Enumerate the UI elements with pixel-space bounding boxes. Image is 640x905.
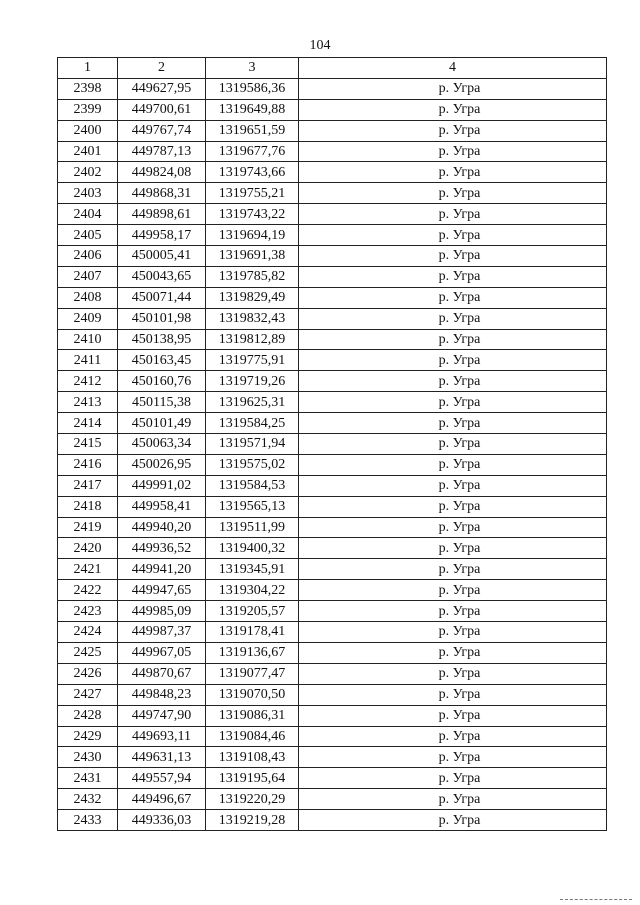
table-row (58, 768, 607, 789)
y-coordinate-cell: 1319219,28 (206, 810, 299, 831)
table-row (58, 475, 607, 496)
point-number-cell: 2416 (58, 454, 118, 475)
table-row (58, 78, 607, 99)
header-col-4: 4 (299, 58, 607, 79)
table-row (58, 434, 607, 455)
table-row (58, 642, 607, 663)
x-coordinate-cell: 449787,13 (118, 141, 206, 162)
river-name-cell: р. Угра (299, 810, 607, 831)
x-coordinate-cell: 449700,61 (118, 99, 206, 120)
x-coordinate-cell: 449941,20 (118, 559, 206, 580)
table-row (58, 246, 607, 267)
river-name-cell: р. Угра (299, 392, 607, 413)
y-coordinate-cell: 1319694,19 (206, 225, 299, 246)
table-row (58, 789, 607, 810)
y-coordinate-cell: 1319136,67 (206, 642, 299, 663)
x-coordinate-cell: 450101,49 (118, 413, 206, 434)
coordinates-table (57, 57, 607, 831)
y-coordinate-cell: 1319584,53 (206, 475, 299, 496)
table-row (58, 684, 607, 705)
x-coordinate-cell: 450138,95 (118, 329, 206, 350)
point-number-cell: 2413 (58, 392, 118, 413)
point-number-cell: 2400 (58, 120, 118, 141)
table-header (58, 58, 607, 79)
table-row (58, 162, 607, 183)
x-coordinate-cell: 449557,94 (118, 768, 206, 789)
point-number-cell: 2422 (58, 580, 118, 601)
point-number-cell: 2409 (58, 308, 118, 329)
table-row (58, 371, 607, 392)
x-coordinate-cell: 449870,67 (118, 663, 206, 684)
x-coordinate-cell: 449985,09 (118, 601, 206, 622)
x-coordinate-cell: 450063,34 (118, 434, 206, 455)
river-name-cell: р. Угра (299, 308, 607, 329)
table-row (58, 810, 607, 831)
point-number-cell: 2405 (58, 225, 118, 246)
point-number-cell: 2411 (58, 350, 118, 371)
point-number-cell: 2421 (58, 559, 118, 580)
point-number-cell: 2415 (58, 434, 118, 455)
river-name-cell: р. Угра (299, 789, 607, 810)
table-row (58, 413, 607, 434)
point-number-cell: 2398 (58, 78, 118, 99)
table-body (58, 78, 607, 830)
table-row (58, 559, 607, 580)
river-name-cell: р. Угра (299, 768, 607, 789)
point-number-cell: 2414 (58, 413, 118, 434)
scan-artifact-line (560, 899, 632, 902)
point-number-cell: 2419 (58, 517, 118, 538)
y-coordinate-cell: 1319195,64 (206, 768, 299, 789)
table-row (58, 308, 607, 329)
river-name-cell: р. Угра (299, 663, 607, 684)
x-coordinate-cell: 449987,37 (118, 622, 206, 643)
y-coordinate-cell: 1319649,88 (206, 99, 299, 120)
table-row (58, 705, 607, 726)
header-col-1: 1 (58, 58, 118, 79)
point-number-cell: 2425 (58, 642, 118, 663)
page-number: 104 (309, 38, 331, 53)
y-coordinate-cell: 1319691,38 (206, 246, 299, 267)
river-name-cell: р. Угра (299, 622, 607, 643)
point-number-cell: 2430 (58, 747, 118, 768)
y-coordinate-cell: 1319345,91 (206, 559, 299, 580)
point-number-cell: 2427 (58, 684, 118, 705)
x-coordinate-cell: 450071,44 (118, 287, 206, 308)
y-coordinate-cell: 1319070,50 (206, 684, 299, 705)
point-number-cell: 2402 (58, 162, 118, 183)
river-name-cell: р. Угра (299, 538, 607, 559)
point-number-cell: 2404 (58, 204, 118, 225)
y-coordinate-cell: 1319651,59 (206, 120, 299, 141)
y-coordinate-cell: 1319400,32 (206, 538, 299, 559)
river-name-cell: р. Угра (299, 496, 607, 517)
x-coordinate-cell: 450043,65 (118, 266, 206, 287)
table-row (58, 204, 607, 225)
table-row (58, 663, 607, 684)
river-name-cell: р. Угра (299, 287, 607, 308)
table-row (58, 99, 607, 120)
point-number-cell: 2403 (58, 183, 118, 204)
river-name-cell: р. Угра (299, 266, 607, 287)
y-coordinate-cell: 1319829,49 (206, 287, 299, 308)
x-coordinate-cell: 449967,05 (118, 642, 206, 663)
river-name-cell: р. Угра (299, 329, 607, 350)
y-coordinate-cell: 1319755,21 (206, 183, 299, 204)
x-coordinate-cell: 449631,13 (118, 747, 206, 768)
point-number-cell: 2417 (58, 475, 118, 496)
table-row (58, 183, 607, 204)
x-coordinate-cell: 449767,74 (118, 120, 206, 141)
table-row (58, 287, 607, 308)
y-coordinate-cell: 1319178,41 (206, 622, 299, 643)
y-coordinate-cell: 1319743,66 (206, 162, 299, 183)
x-coordinate-cell: 450005,41 (118, 246, 206, 267)
river-name-cell: р. Угра (299, 99, 607, 120)
point-number-cell: 2408 (58, 287, 118, 308)
table-row (58, 538, 607, 559)
x-coordinate-cell: 449947,65 (118, 580, 206, 601)
table-row (58, 601, 607, 622)
river-name-cell: р. Угра (299, 141, 607, 162)
x-coordinate-cell: 449496,67 (118, 789, 206, 810)
y-coordinate-cell: 1319625,31 (206, 392, 299, 413)
river-name-cell: р. Угра (299, 78, 607, 99)
river-name-cell: р. Угра (299, 475, 607, 496)
y-coordinate-cell: 1319304,22 (206, 580, 299, 601)
point-number-cell: 2424 (58, 622, 118, 643)
table-row (58, 225, 607, 246)
y-coordinate-cell: 1319785,82 (206, 266, 299, 287)
x-coordinate-cell: 449936,52 (118, 538, 206, 559)
x-coordinate-cell: 449693,11 (118, 726, 206, 747)
river-name-cell: р. Угра (299, 183, 607, 204)
table-row (58, 580, 607, 601)
y-coordinate-cell: 1319812,89 (206, 329, 299, 350)
point-number-cell: 2407 (58, 266, 118, 287)
river-name-cell: р. Угра (299, 434, 607, 455)
y-coordinate-cell: 1319584,25 (206, 413, 299, 434)
point-number-cell: 2426 (58, 663, 118, 684)
river-name-cell: р. Угра (299, 580, 607, 601)
y-coordinate-cell: 1319575,02 (206, 454, 299, 475)
table-row (58, 517, 607, 538)
y-coordinate-cell: 1319832,43 (206, 308, 299, 329)
point-number-cell: 2423 (58, 601, 118, 622)
river-name-cell: р. Угра (299, 454, 607, 475)
y-coordinate-cell: 1319677,76 (206, 141, 299, 162)
table-row (58, 747, 607, 768)
point-number-cell: 2418 (58, 496, 118, 517)
table-row (58, 141, 607, 162)
point-number-cell: 2432 (58, 789, 118, 810)
river-name-cell: р. Угра (299, 559, 607, 580)
point-number-cell: 2431 (58, 768, 118, 789)
river-name-cell: р. Угра (299, 350, 607, 371)
point-number-cell: 2428 (58, 705, 118, 726)
x-coordinate-cell: 449824,08 (118, 162, 206, 183)
point-number-cell: 2406 (58, 246, 118, 267)
table-row (58, 266, 607, 287)
river-name-cell: р. Угра (299, 642, 607, 663)
x-coordinate-cell: 449958,41 (118, 496, 206, 517)
y-coordinate-cell: 1319205,57 (206, 601, 299, 622)
x-coordinate-cell: 449868,31 (118, 183, 206, 204)
point-number-cell: 2412 (58, 371, 118, 392)
river-name-cell: р. Угра (299, 204, 607, 225)
y-coordinate-cell: 1319086,31 (206, 705, 299, 726)
river-name-cell: р. Угра (299, 517, 607, 538)
x-coordinate-cell: 450163,45 (118, 350, 206, 371)
table-row (58, 392, 607, 413)
y-coordinate-cell: 1319743,22 (206, 204, 299, 225)
x-coordinate-cell: 450026,95 (118, 454, 206, 475)
x-coordinate-cell: 449336,03 (118, 810, 206, 831)
river-name-cell: р. Угра (299, 684, 607, 705)
river-name-cell: р. Угра (299, 246, 607, 267)
y-coordinate-cell: 1319108,43 (206, 747, 299, 768)
x-coordinate-cell: 450101,98 (118, 308, 206, 329)
x-coordinate-cell: 449747,90 (118, 705, 206, 726)
header-col-2: 2 (118, 58, 206, 79)
y-coordinate-cell: 1319084,46 (206, 726, 299, 747)
point-number-cell: 2429 (58, 726, 118, 747)
table-row (58, 622, 607, 643)
header-col-3: 3 (206, 58, 299, 79)
y-coordinate-cell: 1319719,26 (206, 371, 299, 392)
table-row (58, 454, 607, 475)
point-number-cell: 2420 (58, 538, 118, 559)
y-coordinate-cell: 1319571,94 (206, 434, 299, 455)
x-coordinate-cell: 450115,38 (118, 392, 206, 413)
x-coordinate-cell: 449991,02 (118, 475, 206, 496)
river-name-cell: р. Угра (299, 371, 607, 392)
table-row (58, 350, 607, 371)
x-coordinate-cell: 450160,76 (118, 371, 206, 392)
point-number-cell: 2433 (58, 810, 118, 831)
y-coordinate-cell: 1319077,47 (206, 663, 299, 684)
point-number-cell: 2410 (58, 329, 118, 350)
river-name-cell: р. Угра (299, 705, 607, 726)
x-coordinate-cell: 449940,20 (118, 517, 206, 538)
x-coordinate-cell: 449848,23 (118, 684, 206, 705)
river-name-cell: р. Угра (299, 747, 607, 768)
river-name-cell: р. Угра (299, 225, 607, 246)
table-row (58, 329, 607, 350)
y-coordinate-cell: 1319565,13 (206, 496, 299, 517)
y-coordinate-cell: 1319586,36 (206, 78, 299, 99)
river-name-cell: р. Угра (299, 601, 607, 622)
river-name-cell: р. Угра (299, 162, 607, 183)
x-coordinate-cell: 449627,95 (118, 78, 206, 99)
y-coordinate-cell: 1319220,29 (206, 789, 299, 810)
y-coordinate-cell: 1319775,91 (206, 350, 299, 371)
table-row (58, 496, 607, 517)
table-row (58, 726, 607, 747)
point-number-cell: 2399 (58, 99, 118, 120)
table-row (58, 120, 607, 141)
river-name-cell: р. Угра (299, 120, 607, 141)
point-number-cell: 2401 (58, 141, 118, 162)
y-coordinate-cell: 1319511,99 (206, 517, 299, 538)
header-row (58, 58, 607, 79)
river-name-cell: р. Угра (299, 726, 607, 747)
river-name-cell: р. Угра (299, 413, 607, 434)
x-coordinate-cell: 449898,61 (118, 204, 206, 225)
x-coordinate-cell: 449958,17 (118, 225, 206, 246)
